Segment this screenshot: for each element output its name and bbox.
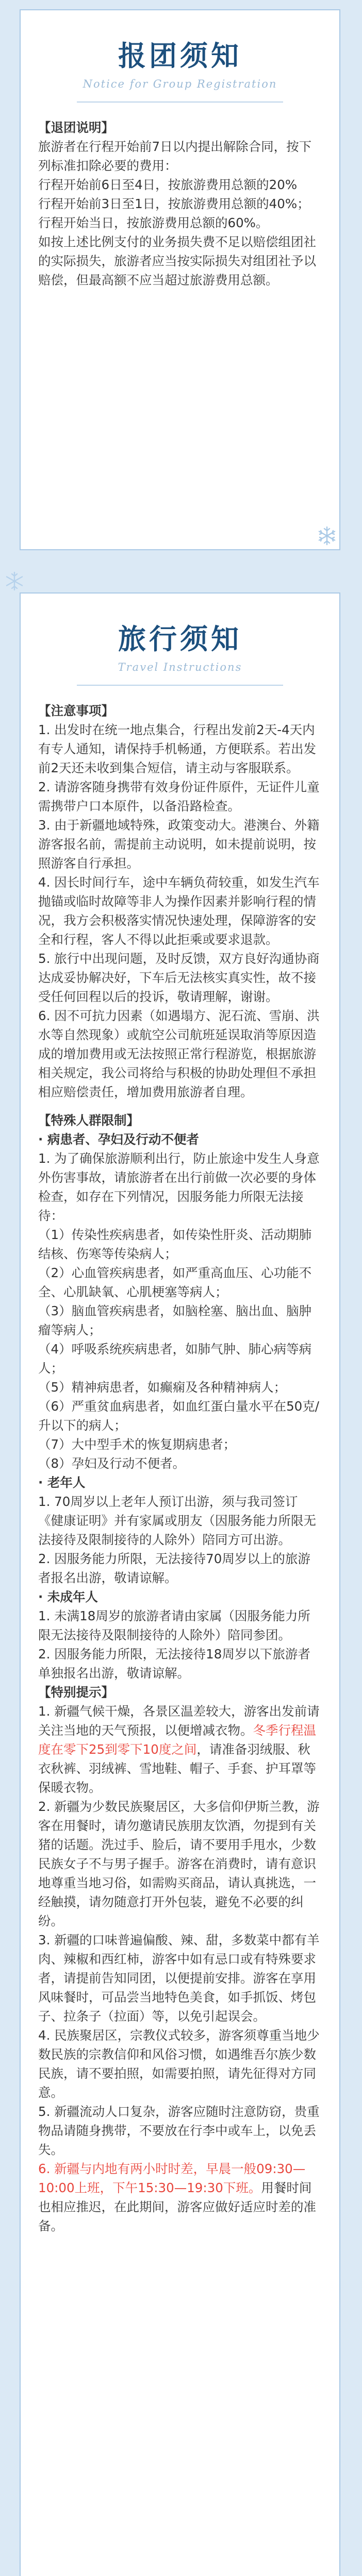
sick-item: （1）传染性疾病患者，如传染性肝炎、活动期肺结核、伤寒等传染病人； [38, 1227, 312, 1261]
sick-item: （3）脑血管疾病患者，如脑栓塞、脑出血、脑肿瘤等病人； [38, 1303, 312, 1337]
sick-heading: · 病患者、孕妇及行动不便者 [38, 1132, 199, 1147]
elder-item: 1. 70周岁以上老年人预订出游，须与我司签订《健康证明》并有家属或朋友（因服务能力所限无法接待及限制接待的人除外）陪同方可出游。 [38, 1494, 316, 1547]
minor-item: 1. 未满18周岁的旅游者请由家属（因服务能力所限无法接待及限制接待的人除外）陪同参团。 [38, 1608, 310, 1642]
tip-highlight: 6. 新疆与内地有两小时时差，早晨一般09:30—10:00上班，下午15:30—19:30下班。 [38, 2161, 306, 2195]
sick-item: （4）呼吸系统疾病患者，如肺气肿、肺心病等病人； [38, 1342, 312, 1376]
minor-heading: · 未成年人 [38, 1589, 98, 1604]
notice-item: 1. 出发时在统一地点集合，行程出发前2天-4天内有专人通知，请保持手机畅通，方便联系。若出发前2天还未收到集合短信，请主动与客服联系。 [38, 722, 316, 775]
notice-item: 6. 因不可抗力因素（如遇塌方、泥石流、雪崩、洪水等自然现象）或航空公司航班延误取消等原因造成的增加费用或无法按照正常行程游览，根据旅游相关规定，我公司将给与积极的协助处理但不承担相应赔偿责任，增加费用旅游者自理。 [38, 1008, 320, 1099]
notice-heading: 【注意事项】 [38, 703, 114, 718]
notice-item: 5. 旅行中出现问题，及时反馈，双方良好沟通协商达成妥协解决好，下车后无法核实真实性，故不接受任何回程以后的投诉，敬请理解，谢谢。 [38, 951, 320, 1004]
travel-instructions-card [20, 592, 340, 2576]
tips-heading: 【特别提示】 [38, 1685, 114, 1700]
section-title: 报团须知 [118, 40, 242, 72]
tip-item: 4. 民族聚居区，宗教仪式较多，游客须尊重当地少数民族的宗教信仰和风俗习惯，如遇维吾尔族少数民族，请不要拍照，如需要拍照，请先征得对方同意。 [38, 2028, 320, 2100]
sick-item: 1. 为了确保旅游顺利出行，防止旅途中发生人身意外伤害事故，请旅游者在出行前做一次必要的身体检查，如存在下列情况，因服务能力所限无法接待： [38, 1151, 320, 1223]
tip-text: 用餐时间也相应推迟，在此期间，游客应做好适应时差的准备。 [38, 2180, 316, 2233]
section-title: 旅行须知 [118, 623, 242, 655]
sick-item: （2）心血管疾病患者，如严重高血压、心功能不全、心肌缺氧、心肌梗塞等病人； [38, 1265, 312, 1299]
tip-highlight: 冬季行程温度在零下25到零下10度之间 [38, 1723, 316, 1757]
sick-item: （6）严重贫血病患者，如血红蛋白量水平在50克/升以下的病人； [38, 1399, 320, 1433]
notice-item: 3. 由于新疆地域特殊，政策变动大。港澳台、外籍游客报名前，需提前主动说明，如未提前说明，按照游客自行承担。 [38, 818, 320, 871]
section-subtitle: Travel Instructions [118, 661, 242, 673]
refund-line: 行程开始前3日至1日，按旅游费用总额的40%； [38, 196, 310, 211]
refund-line: 旅游者在行程开始前7日以内提出解除合同，按下列标准扣除必要的费用： [38, 139, 312, 173]
sick-item: （5）精神病患者，如癫痫及各种精神病人； [38, 1380, 287, 1395]
tip-item: 5. 新疆流动人口复杂，游客应随时注意防窃，贵重物品请随身携带，不要放在行李中或车上，以免丢失。 [38, 2104, 320, 2157]
refund-line: 行程开始当日，按旅游费用总额的60%。 [38, 215, 269, 230]
elder-item: 2. 因服务能力所限，无法接待70周岁以上的旅游者报名出游，敬请谅解。 [38, 1551, 310, 1585]
minor-item: 2. 因服务能力所限，无法接待18周岁以下旅游者单独报名出游，敬请谅解。 [38, 1647, 310, 1681]
sick-item: （7）大中型手术的恢复期病患者； [38, 1437, 236, 1452]
notice-item: 4. 因长时间行车，途中车辆负荷较重，如发生汽车抛锚或临时故障等非人为操作因素并影响行程的情况，我方会积极落实情况快速处理，保障游客的安全和行程，客人不得以此拒乘或要求退款。 [38, 875, 320, 947]
tip-text: 1. 新疆气候干燥，各景区温差较大，游客出发前请关注当地的天气预报，以便增减衣物。 [38, 1704, 320, 1738]
refund-line: 行程开始前6日至4日，按旅游费用总额的20% [38, 177, 298, 192]
notice-item: 2. 请游客随身携带有效身份证件原件，无证件儿童需携带户口本原件，以备沿路检查。 [38, 779, 320, 814]
refund-line: 如按上述比例支付的业务损失费不足以赔偿组团社的实际损失，旅游者应当按实际损失对组团社予以赔偿，但最高额不应当超过旅游费用总额。 [38, 234, 316, 287]
tip-item: 2. 新疆为少数民族聚居区，大多信仰伊斯兰教，游客在用餐时，请勿邀请民族朋友饮酒，勿提到有关猪的话题。洗过手、脸后，请不要用手甩水，少数民族女子不与男子握手。游客在消费时，请有意识地尊重当地习俗，如需购买商品，请认真挑选，一经触摸，请勿随意打开外包装，避免不必要的纠纷。 [38, 1799, 320, 1928]
snowflake-icon [4, 571, 25, 591]
tip-text: ，请准备羽绒服、秋衣秋裤、羽绒裤、雪地鞋、帽子、手套、护耳罩等保暖衣物。 [38, 1742, 316, 1795]
refund-heading: 【退团说明】 [38, 120, 114, 135]
tip-item [38, 1702, 322, 1797]
snowflake-icon [317, 526, 337, 546]
section-subtitle: Notice for Group Registration [83, 78, 277, 90]
tip-item: 3. 新疆的口味普遍偏酸、辣、甜，多数菜中都有羊肉、辣椒和西红柿，游客中如有忌口或有特殊要求者，请提前告知同团，以便提前安排。游客在享用风味餐时，可品尝当地特色美食，如手抓饭、烤包子、拉条子（拉面）等，以免引起误会。 [38, 1933, 320, 2024]
group-notice-card [20, 9, 340, 550]
tip-item [38, 2159, 322, 2235]
special-heading: 【特殊人群限制】 [38, 1113, 139, 1128]
sick-item: （8）孕妇及行动不便者。 [38, 1456, 186, 1471]
elder-heading: · 老年人 [38, 1475, 86, 1490]
